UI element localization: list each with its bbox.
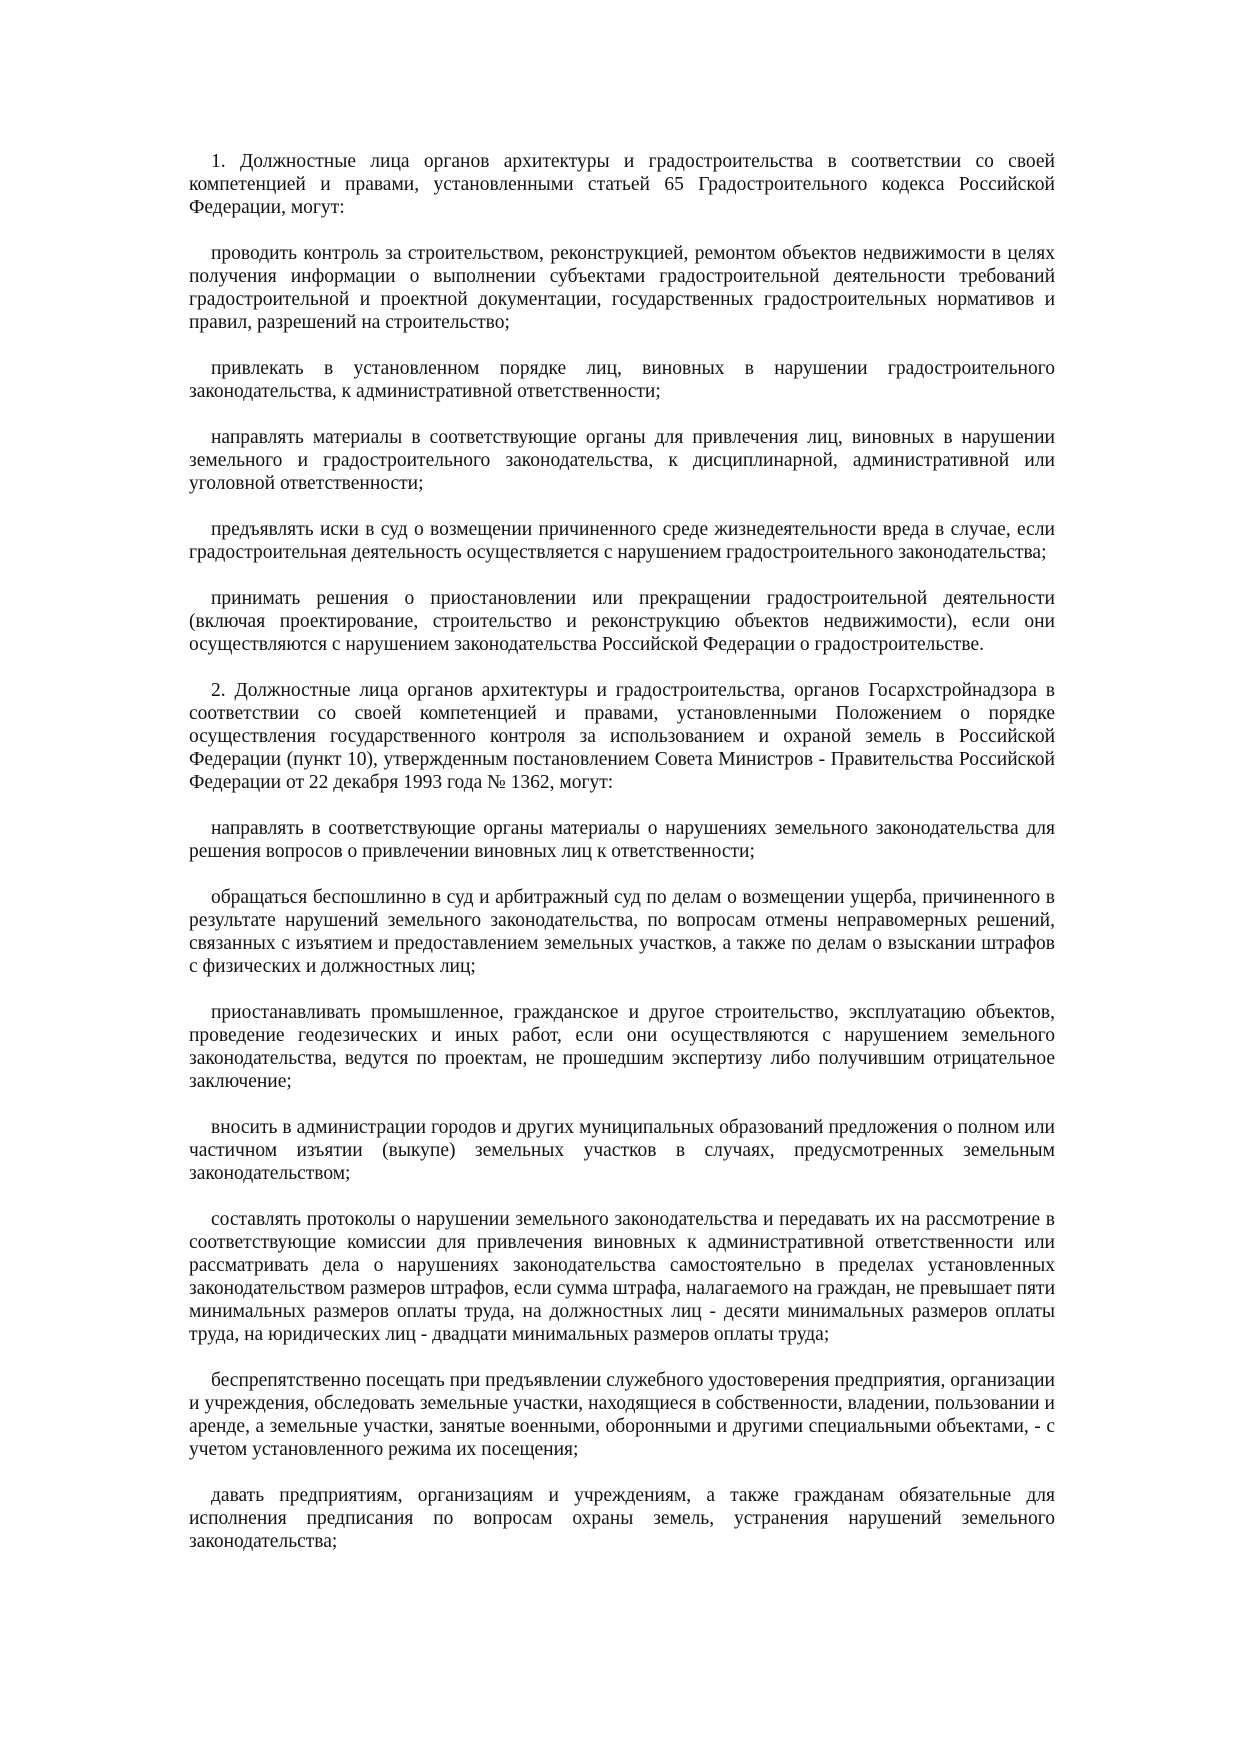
paragraph-8: направлять в соответствующие органы материалы о нарушениях земельного законодательства для решения вопросов о привлечении виновных лиц к ответственности; xyxy=(189,818,1055,862)
paragraph-4: направлять материалы в соответствующие органы для привлечения лиц, виновных в нарушении земельного и градостроительного законодательства, к дисциплинарной, административной или уголовной ответственности; xyxy=(189,427,1055,494)
paragraph-13: беспрепятственно посещать при предъявлении служебного удостоверения предприятия, организации и учреждения, обследовать земельные участки, находящиеся в собственности, владении, пользовании и аренде, а земельные участки, занятые военными, оборонными и другими специальными объектами, - с учетом установленного режима их посещения; xyxy=(189,1370,1055,1460)
paragraph-2: проводить контроль за строительством, реконструкцией, ремонтом объектов недвижимости в целях получения информации о выполнении субъектами градостроительной деятельности требований градостроительной и проектной документации, государственных градостроительных нормативов и правил, разрешений на строительство; xyxy=(189,243,1055,333)
paragraph-6: принимать решения о приостановлении или прекращении градостроительной деятельности (включая проектирование, строительство и реконструкцию объектов недвижимости), если они осуществляются с нарушением законодательства Российской Федерации о градостроительстве. xyxy=(189,588,1055,655)
paragraph-12: составлять протоколы о нарушении земельного законодательства и передавать их на рассмотрение в соответствующие комиссии для привлечения виновных к административной ответственности или рассматривать дела о нарушениях законодательства самостоятельно в пределах установленных законодательством размеров штрафов, если сумма штрафа, налагаемого на граждан, не превышает пяти минимальных размеров оплаты труда, на должностных лиц - десяти минимальных размеров оплаты труда, на юридических лиц - двадцати минимальных размеров оплаты труда; xyxy=(189,1209,1055,1345)
paragraph-14: давать предприятиям, организациям и учреждениям, а также гражданам обязательные для исполнения предписания по вопросам охраны земель, устранения нарушений земельного законодательства; xyxy=(189,1485,1055,1552)
paragraph-10: приостанавливать промышленное, гражданское и другое строительство, эксплуатацию объектов, проведение геодезических и иных работ, если они осуществляются с нарушением земельного законодательства, ведутся по проектам, не прошедшим экспертизу либо получившим отрицательное заключение; xyxy=(189,1002,1055,1092)
document-body xyxy=(189,150,1055,1576)
paragraph-1: 1. Должностные лица органов архитектуры и градостроительства в соответствии со своей компетенцией и правами, установленными статьей 65 Градостроительного кодекса Российской Федерации, могут: xyxy=(189,151,1055,218)
paragraph-11: вносить в администрации городов и других муниципальных образований предложения о полном или частичном изъятии (выкупе) земельных участков в случаях, предусмотренных земельным законодательством; xyxy=(189,1117,1055,1184)
paragraph-5: предъявлять иски в суд о возмещении причиненного среде жизнедеятельности вреда в случае, если градостроительная деятельность осуществляется с нарушением градостроительного законодательства; xyxy=(189,519,1055,563)
paragraph-9: обращаться беспошлинно в суд и арбитражный суд по делам о возмещении ущерба, причиненного в результате нарушений земельного законодательства, по вопросам отмены неправомерных решений, связанных с изъятием и предоставлением земельных участков, а также по делам о взыскании штрафов с физических и должностных лиц; xyxy=(189,887,1055,977)
paragraph-3: привлекать в установленном порядке лиц, виновных в нарушении градостроительного законодательства, к административной ответственности; xyxy=(189,358,1055,402)
paragraph-7: 2. Должностные лица органов архитектуры и градостроительства, органов Госархстройнадзора в соответствии со своей компетенцией и правами, установленными Положением о порядке осуществления государственного контроля за использованием и охраной земель в Российской Федерации (пункт 10), утвержденным постановлением Совета Министров - Правительства Российской Федерации от 22 декабря 1993 года № 1362, могут: xyxy=(189,680,1055,793)
